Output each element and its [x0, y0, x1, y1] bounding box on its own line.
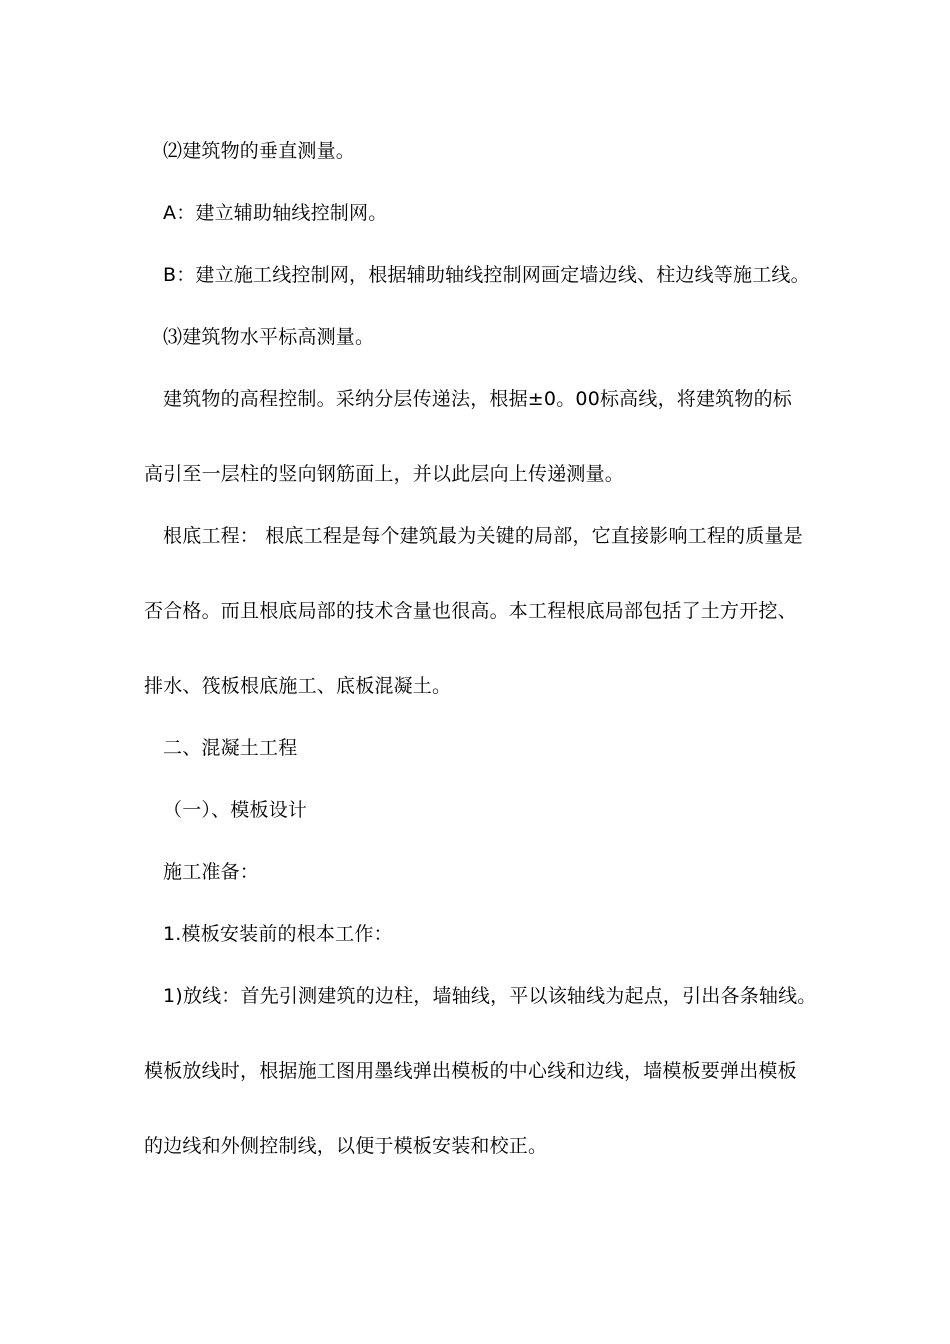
text-line-elevation-control-cont: 高引至一层柱的竖向钢筋面上，并以此层向上传递测量。	[144, 463, 625, 485]
text-line-foundation-works-end: 排水、筏板根底施工、底板混凝土。	[144, 675, 452, 697]
text-line-basic-work: 1.模板安装前的根本工作：	[163, 923, 393, 945]
text-line-setting-out-cont: 模板放线时，根据施工图用墨线弹出模板的中心线和边线，墙模板要弹出模板	[144, 1060, 797, 1082]
text-line-foundation-works: 根底工程： 根底工程是每个建筑最为关键的局部，它直接影响工程的质量是	[163, 525, 803, 547]
text-line-setting-out-end: 的边线和外侧控制线，以便于模板安装和校正。	[144, 1135, 548, 1157]
section-heading-concrete: 二、混凝土工程	[163, 737, 298, 759]
text-line-vertical-measurement: ⑵建筑物的垂直测量。	[163, 140, 356, 162]
text-line-setting-out: 1)放线：首先引测建筑的边柱，墙轴线，平以该轴线为起点，引出各条轴线。	[163, 985, 817, 1007]
subsection-heading-formwork: （一）、模板设计	[163, 799, 308, 821]
text-line-construction-control: B：建立施工线控制网，根据辅助轴线控制网画定墙边线、柱边线等施工线。	[163, 264, 810, 286]
text-line-preparation: 施工准备：	[163, 861, 260, 883]
text-line-elevation-control: 建筑物的高程控制。采纳分层传递法，根据±0。00标高线，将建筑物的标	[163, 388, 792, 410]
text-line-level-measurement: ⑶建筑物水平标高测量。	[163, 326, 375, 348]
text-line-foundation-works-cont: 否合格。而且根底局部的技术含量也很高。本工程根底局部包括了土方开挖、	[144, 600, 797, 622]
text-line-auxiliary-axis: A：建立辅助轴线控制网。	[163, 202, 388, 224]
